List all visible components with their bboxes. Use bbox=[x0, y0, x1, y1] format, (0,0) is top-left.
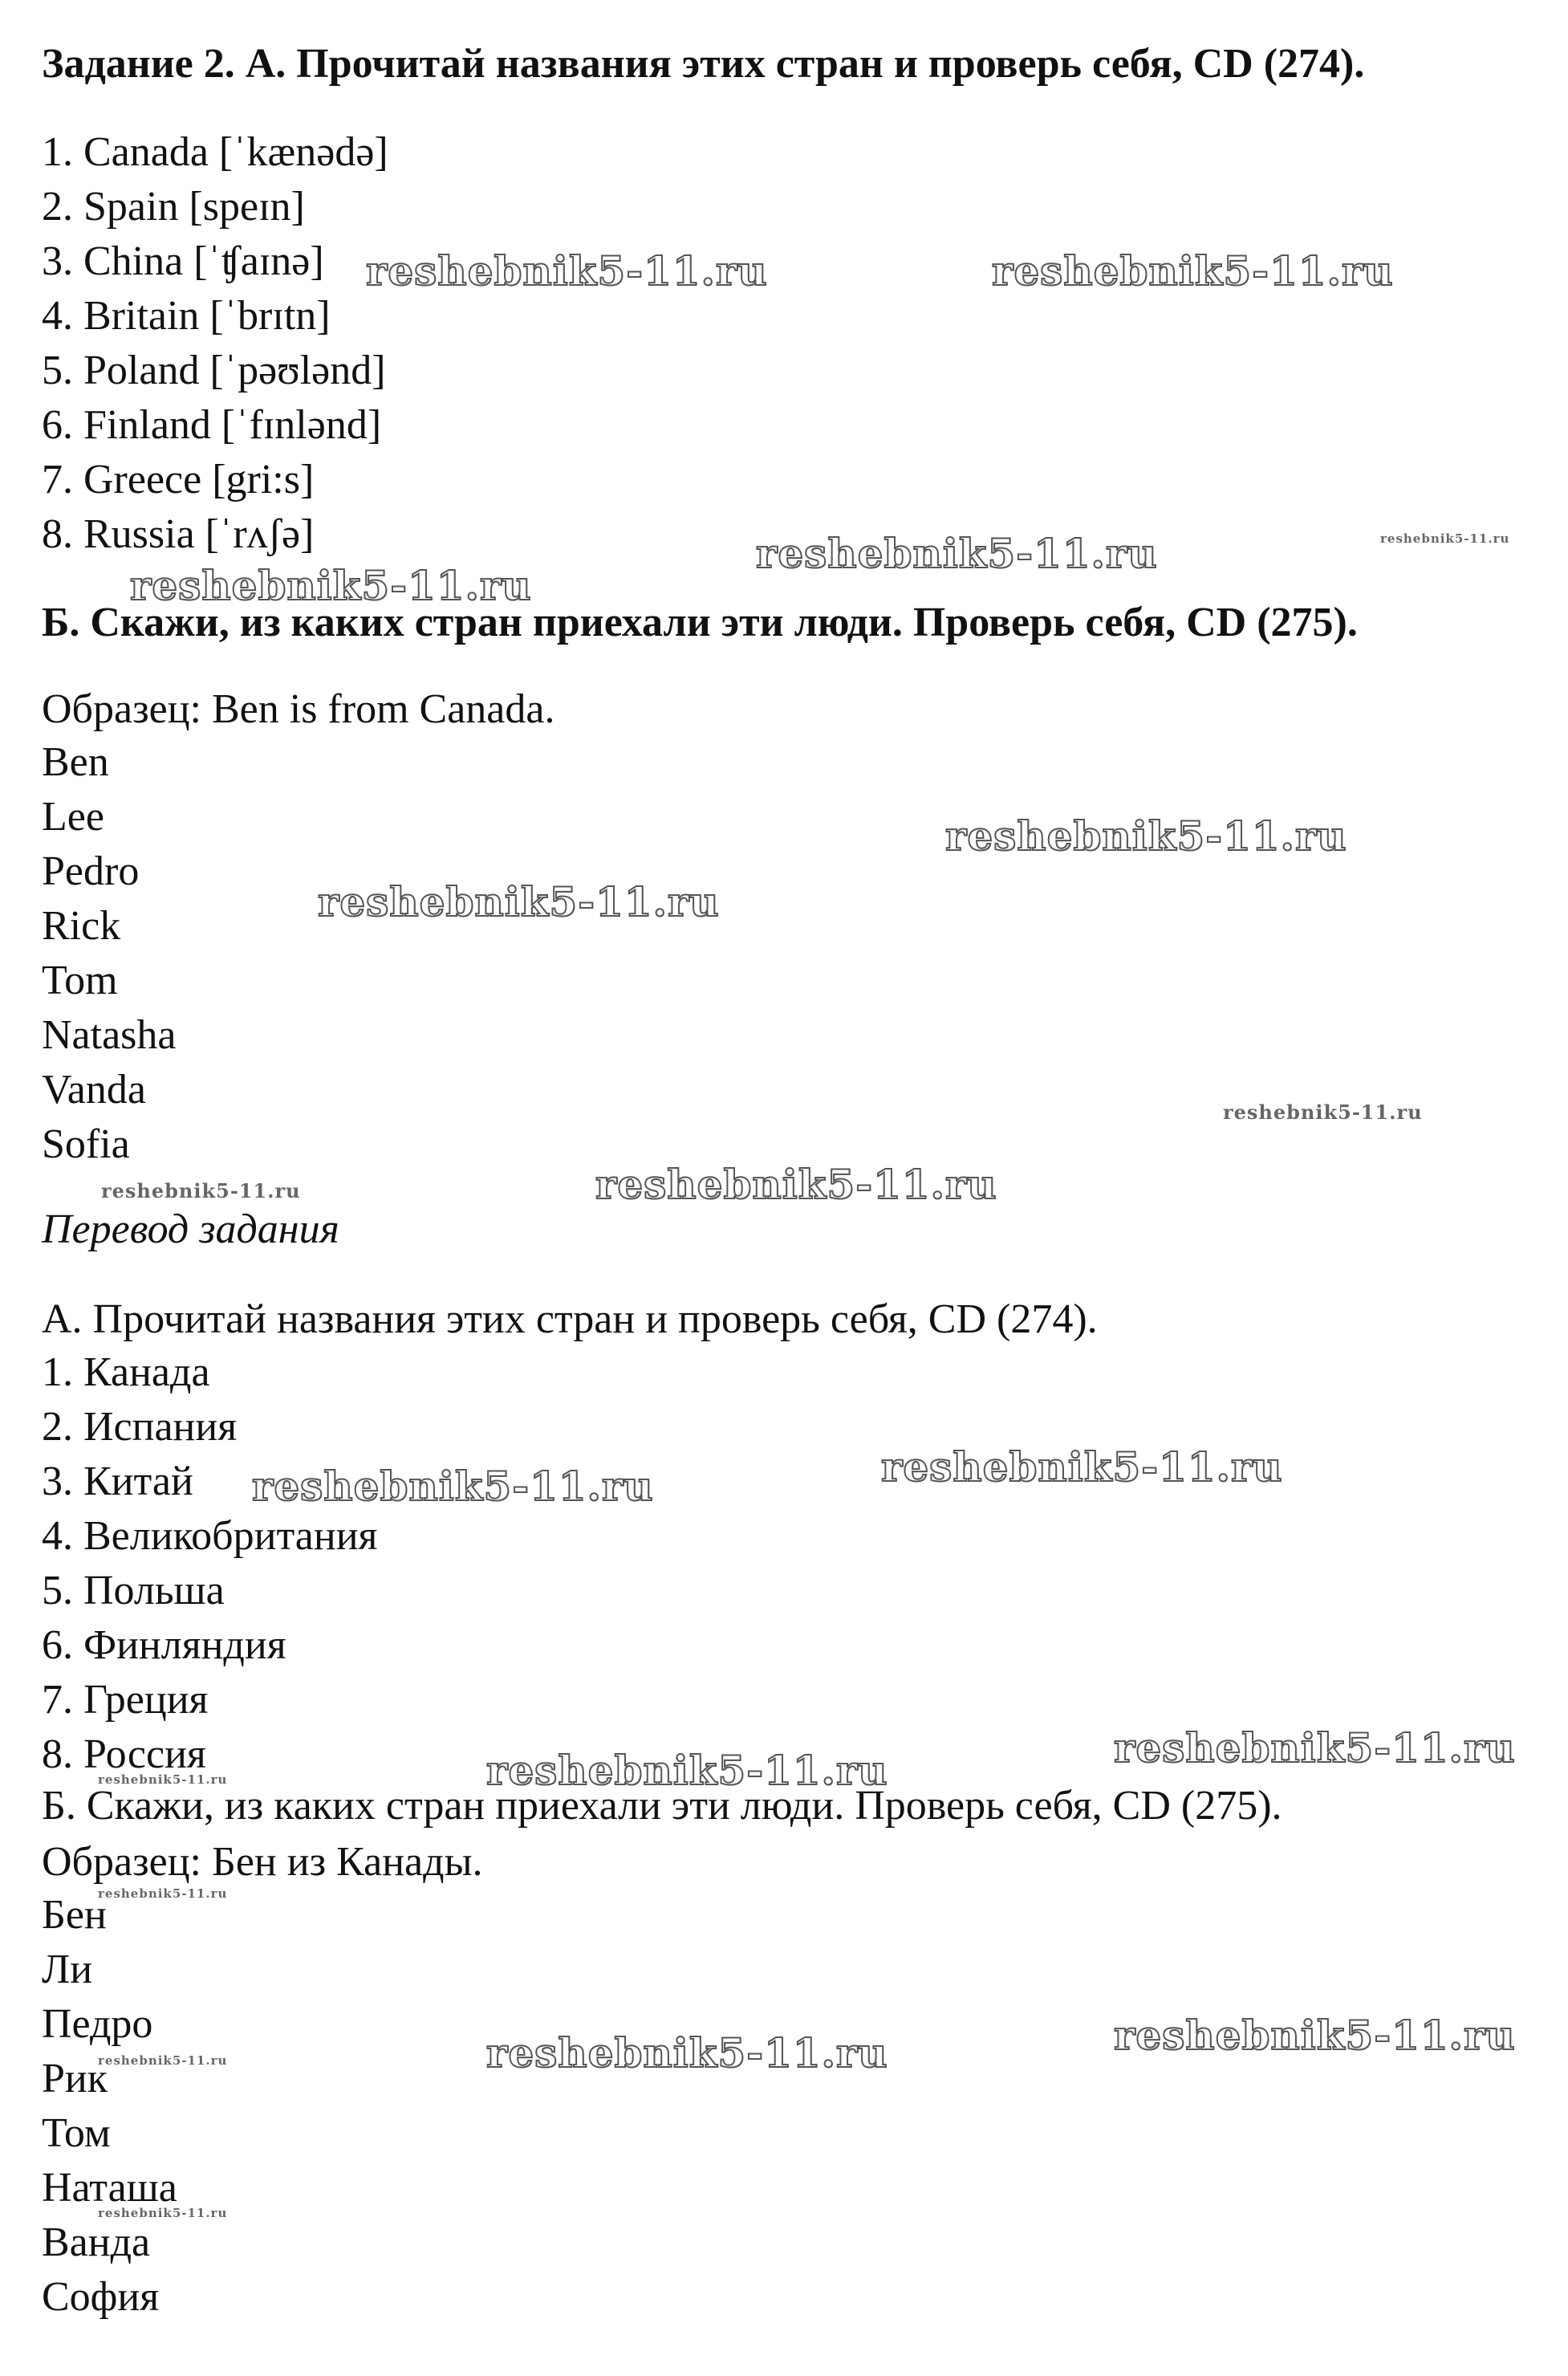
person-name-2: Lee bbox=[42, 794, 104, 840]
translation-title: Перевод задания bbox=[42, 1206, 339, 1252]
watermark: reshebnik5-11.ru bbox=[101, 1179, 301, 1202]
translated-example: Образец: Бен из Канады. bbox=[42, 1839, 483, 1885]
watermark: reshebnik5-11.ru bbox=[1114, 2012, 1516, 2059]
country-item-8: 8. Russia [ˈrʌʃə] bbox=[42, 511, 315, 557]
watermark: reshebnik5-11.ru bbox=[130, 562, 532, 609]
country-item-5: 5. Poland [ˈpəʊlənd] bbox=[42, 348, 386, 393]
watermark: reshebnik5-11.ru bbox=[881, 1443, 1283, 1491]
translated-country-3: 3. Китай bbox=[42, 1459, 193, 1504]
watermark: reshebnik5-11.ru bbox=[1114, 1724, 1516, 1772]
watermark: reshebnik5-11.ru bbox=[98, 2206, 228, 2220]
translated-name-8: София bbox=[42, 2274, 160, 2320]
person-name-1: Ben bbox=[42, 739, 109, 785]
task-heading: Задание 2. А. Прочитай названия этих стран и проверь себя, CD (274). bbox=[42, 41, 1365, 87]
translation-part-b-heading: Б. Скажи, из каких стран приехали эти люди. Проверь себя, CD (275). bbox=[42, 1783, 1282, 1829]
country-item-4: 4. Britain [ˈbrɪtn] bbox=[42, 293, 331, 339]
watermark: reshebnik5-11.ru bbox=[756, 530, 1158, 577]
translated-country-6: 6. Финляндия bbox=[42, 1622, 286, 1668]
translated-country-1: 1. Канада bbox=[42, 1349, 210, 1395]
watermark: reshebnik5-11.ru bbox=[252, 1463, 654, 1510]
watermark: reshebnik5-11.ru bbox=[366, 247, 768, 295]
watermark: reshebnik5-11.ru bbox=[98, 1886, 228, 1901]
country-item-2: 2. Spain [speɪn] bbox=[42, 184, 305, 230]
watermark: reshebnik5-11.ru bbox=[486, 2029, 888, 2077]
person-name-5: Tom bbox=[42, 958, 118, 1003]
watermark: reshebnik5-11.ru bbox=[992, 247, 1394, 295]
person-name-4: Rick bbox=[42, 903, 121, 949]
country-item-6: 6. Finland [ˈfɪnlənd] bbox=[42, 402, 382, 448]
translated-country-7: 7. Греция bbox=[42, 1677, 209, 1723]
translation-part-a-heading: А. Прочитай названия этих стран и проверь себя, CD (274). bbox=[42, 1296, 1098, 1342]
translated-name-1: Бен bbox=[42, 1892, 107, 1938]
translated-name-7: Ванда bbox=[42, 2219, 151, 2265]
translated-country-2: 2. Испания bbox=[42, 1404, 238, 1450]
country-item-7: 7. Greece [gri:s] bbox=[42, 457, 315, 502]
translated-country-5: 5. Польша bbox=[42, 1568, 225, 1613]
person-name-8: Sofia bbox=[42, 1121, 130, 1167]
person-name-7: Vanda bbox=[42, 1067, 146, 1113]
translated-name-2: Ли bbox=[42, 1947, 93, 1992]
part-b-heading: Б. Скажи, из каких стран приехали эти люди. Проверь себя, CD (275). bbox=[42, 600, 1358, 645]
watermark: reshebnik5-11.ru bbox=[98, 1772, 228, 1787]
translated-name-5: Том bbox=[42, 2110, 111, 2156]
watermark: reshebnik5-11.ru bbox=[595, 1161, 997, 1208]
country-item-3: 3. China [ˈʧaɪnə] bbox=[42, 238, 324, 284]
watermark: reshebnik5-11.ru bbox=[1223, 1101, 1423, 1124]
country-item-1: 1. Canada [ˈkænədə] bbox=[42, 129, 388, 175]
watermark: reshebnik5-11.ru bbox=[1380, 531, 1510, 546]
translated-name-3: Педро bbox=[42, 2001, 153, 2047]
translated-name-4: Рик bbox=[42, 2056, 108, 2101]
person-name-3: Pedro bbox=[42, 848, 140, 894]
person-name-6: Natasha bbox=[42, 1012, 177, 1058]
example-sentence: Образец: Ben is from Canada. bbox=[42, 686, 555, 732]
translated-country-8: 8. Россия bbox=[42, 1731, 206, 1777]
watermark: reshebnik5-11.ru bbox=[945, 812, 1347, 860]
watermark: reshebnik5-11.ru bbox=[486, 1747, 888, 1794]
translated-name-6: Наташа bbox=[42, 2165, 177, 2211]
watermark: reshebnik5-11.ru bbox=[318, 878, 720, 926]
translated-country-4: 4. Великобритания bbox=[42, 1513, 378, 1559]
watermark: reshebnik5-11.ru bbox=[98, 2053, 228, 2068]
